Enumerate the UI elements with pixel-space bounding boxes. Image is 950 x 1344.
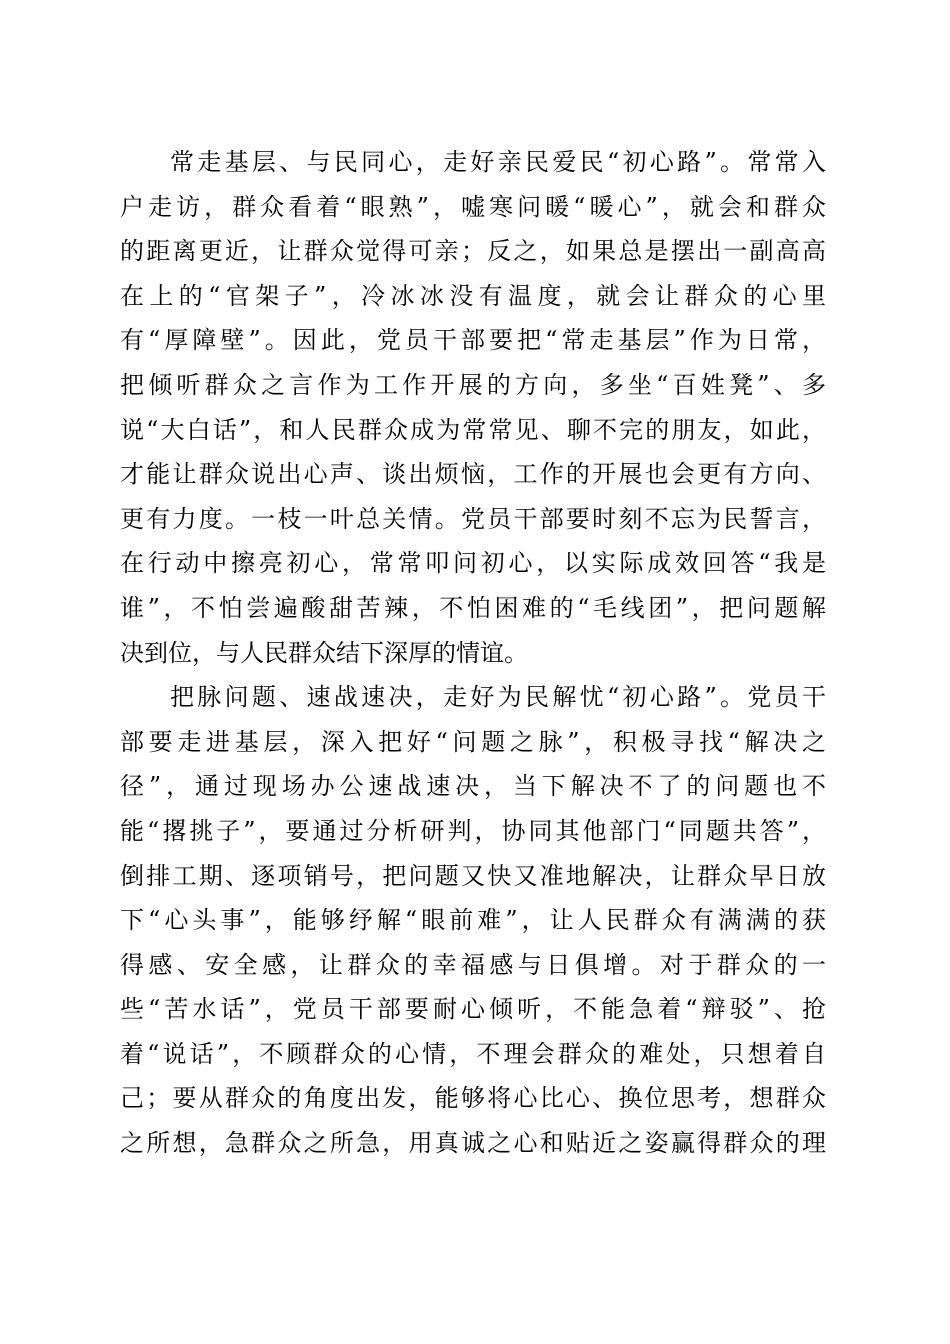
- text-line: 户走访，群众看着“眼熟”，嘘寒问暖“暖心”，就会和群众: [120, 192, 826, 221]
- text-line: 下“心头事”，能够纾解“眼前难”，让人民群众有满满的获: [120, 906, 826, 935]
- text-line: 能“撂挑子”，要通过分析研判，协同其他部门“同题共答”，: [120, 816, 826, 845]
- text-line: 己；要从群众的角度出发，能够将心比心、换位思考，想群众: [120, 1084, 826, 1113]
- text-line: 得感、安全感，让群众的幸福感与日俱增。对于群众的一: [120, 950, 826, 979]
- text-line: 把脉问题、速战速决，走好为民解忧“初心路”。党员干: [170, 683, 826, 712]
- text-line: 谁”，不怕尝遍酸甜苦辣，不怕困难的“毛线团”，把问题解: [120, 593, 826, 622]
- text-line: 有“厚障壁”。因此，党员干部要把“常走基层”作为日常，: [120, 326, 826, 355]
- text-line: 些“苦水话”，党员干部要耐心倾听，不能急着“辩驳”、抢: [120, 995, 826, 1024]
- text-line: 决到位，与人民群众结下深厚的情谊。: [120, 638, 528, 667]
- text-line: 在行动中擦亮初心，常常叩问初心，以实际成效回答“我是: [120, 549, 826, 578]
- text-line: 说“大白话”，和人民群众成为常常见、聊不完的朋友，如此，: [120, 415, 826, 444]
- text-line: 部要走进基层，深入把好“问题之脉”，积极寻找“解决之: [120, 727, 826, 756]
- paragraph-2: [120, 675, 826, 1166]
- text-line: 在上的“官架子”，冷冰冰没有温度，就会让群众的心里: [120, 281, 826, 310]
- text-line: 的距离更近，让群众觉得可亲；反之，如果总是摆出一副高高: [120, 237, 826, 266]
- text-line: 常走基层、与民同心，走好亲民爱民“初心路”。常常入: [170, 148, 826, 176]
- text-line: 才能让群众说出心声、谈出烦恼，工作的开展也会更有方向、: [120, 460, 826, 489]
- document-body: [120, 140, 826, 1166]
- text-line: 径”，通过现场办公速战速决，当下解决不了的问题也不: [120, 772, 826, 801]
- text-line: 之所想，急群众之所急，用真诚之心和贴近之姿赢得群众的理: [120, 1129, 826, 1158]
- text-line: 倒排工期、逐项销号，把问题又快又准地解决，让群众早日放: [120, 861, 826, 890]
- text-line: 着“说话”，不顾群众的心情，不理会群众的难处，只想着自: [120, 1039, 826, 1068]
- paragraph-1: [120, 140, 826, 675]
- text-line: 把倾听群众之言作为工作开展的方向，多坐“百姓凳”、多: [120, 370, 826, 399]
- text-line: 更有力度。一枝一叶总关情。党员干部要时刻不忘为民誓言，: [120, 504, 826, 533]
